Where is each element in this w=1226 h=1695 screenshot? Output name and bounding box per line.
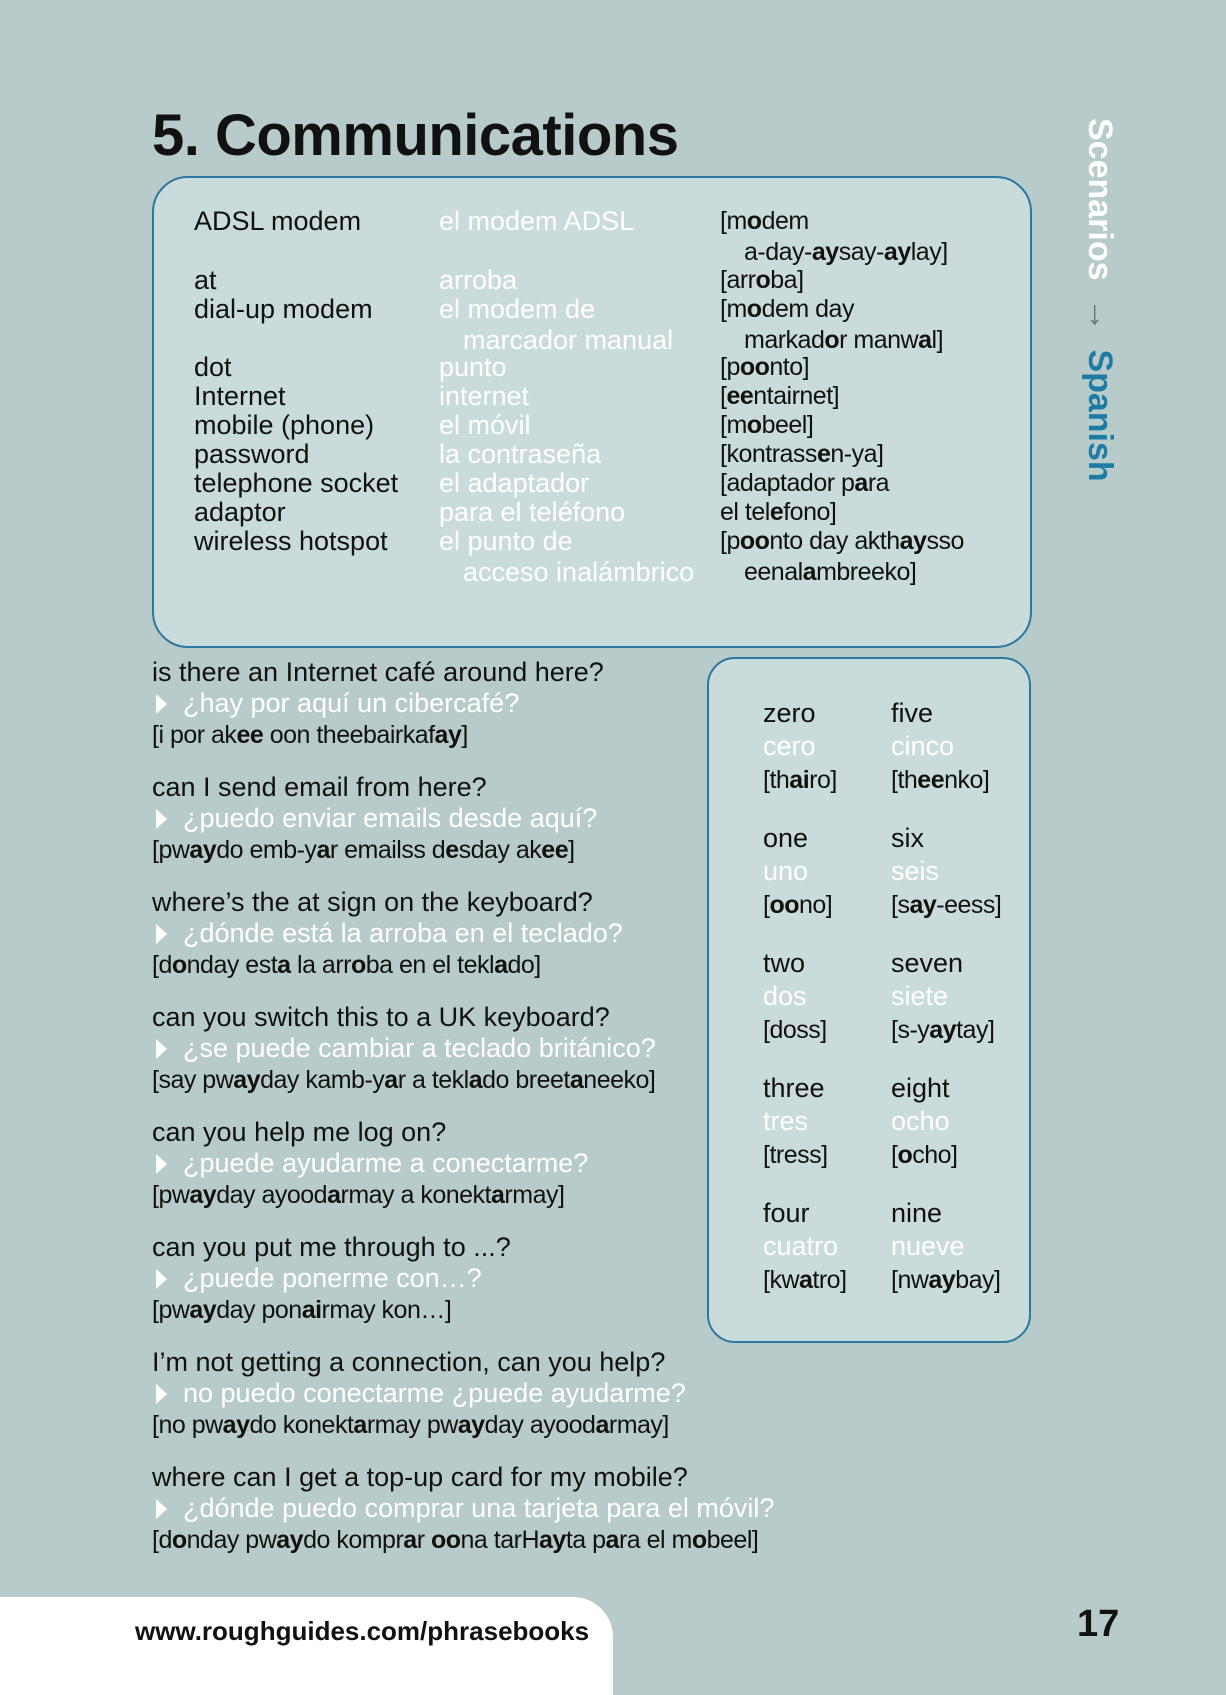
number-english: six (891, 823, 924, 853)
vocab-spanish (439, 206, 634, 237)
vocab-pronunciation-line: [poonto day akthaysso (720, 527, 964, 555)
vocab-spanish-line: punto (439, 352, 507, 382)
phrase-spanish-text: ¿puede ayudarme a conectarme? (183, 1148, 589, 1178)
phrase-item (152, 1462, 852, 1557)
phrase-pronunciation: [pwaydo emb-yar emailss desday akee] (152, 836, 575, 864)
phrase-english: where’s the at sign on the keyboard? (152, 887, 593, 917)
vocab-spanish-line: acceso inalámbrico (463, 557, 695, 587)
number-pronunciation: [s-yaytay] (891, 1016, 995, 1044)
vocab-spanish (439, 526, 694, 588)
vocab-pronunciation-line: [arroba] (720, 266, 804, 294)
number-spanish: tres (763, 1106, 809, 1136)
vocab-pronunciation (720, 410, 813, 441)
vocab-pronunciation (720, 468, 889, 499)
section-label: Scenarios (1081, 118, 1119, 281)
vocab-pronunciation (720, 265, 804, 296)
phrase-spanish (152, 1378, 852, 1409)
number-pronunciation: [thairo] (763, 766, 837, 794)
vocab-english: Internet (194, 381, 286, 411)
number-item (891, 822, 1021, 922)
number-pronunciation: [ocho] (891, 1141, 958, 1169)
phrase-english: is there an Internet café around here? (152, 657, 604, 687)
number-spanish: cero (763, 731, 816, 761)
vocab-pronunciation-line: [modem day (720, 295, 854, 323)
number-spanish: nueve (891, 1231, 965, 1261)
vocab-english: password (194, 439, 310, 469)
number-item (891, 1072, 1021, 1172)
vocab-spanish (439, 352, 507, 383)
vocab-spanish (439, 294, 673, 356)
phrase-spanish-text: ¿se puede cambiar a teclado británico? (183, 1033, 656, 1063)
page-title: 5. Communications (152, 103, 679, 168)
vocab-pronunciation-line: [kontrassen-ya] (720, 440, 884, 468)
vocab-english: at (194, 265, 217, 295)
triangle-bullet-icon (156, 1269, 167, 1289)
triangle-bullet-icon (156, 1499, 167, 1519)
vocab-pronunciation (720, 526, 964, 588)
vocab-pronunciation-line: [modem (720, 207, 809, 235)
number-item (763, 1197, 893, 1297)
vocab-english: ADSL modem (194, 206, 362, 236)
number-english: five (891, 698, 934, 728)
vocab-spanish (439, 468, 589, 499)
vocab-pronunciation-line: markador manwal] (744, 326, 944, 354)
phrase-spanish-text: ¿dónde está la arroba en el teclado? (183, 918, 623, 948)
vocab-spanish (439, 410, 531, 441)
phrase-english: I’m not getting a connection, can you help? (152, 1347, 666, 1377)
phrase-pronunciation: [say pwayday kamb-yar a teklado breetaneeko] (152, 1066, 656, 1094)
number-pronunciation: [doss] (763, 1016, 827, 1044)
vocab-pronunciation-line: [adaptador para (720, 469, 890, 497)
vocab-pronunciation-line: [eentairnet] (720, 382, 840, 410)
triangle-bullet-icon (156, 1039, 167, 1059)
vocab-spanish (439, 381, 529, 412)
number-english: three (763, 1073, 825, 1103)
arrow-right-icon: → (1081, 297, 1119, 332)
vocabulary-box (152, 176, 1032, 648)
vocab-pronunciation (720, 497, 836, 528)
vocab-spanish-line: para el teléfono (439, 497, 626, 527)
vocab-english: wireless hotspot (194, 526, 388, 556)
vocab-pronunciation-line: a-day-aysay-aylay] (744, 238, 948, 266)
numbers-box (707, 657, 1031, 1343)
vocab-spanish-line: el adaptador (439, 468, 590, 498)
number-pronunciation: [say-eess] (891, 891, 1002, 919)
number-item (763, 697, 893, 797)
vocab-spanish (439, 265, 517, 296)
phrase-pronunciation: [no pwaydo konektarmay pwayday ayoodarmay] (152, 1411, 669, 1439)
triangle-bullet-icon (156, 1384, 167, 1404)
vocab-pronunciation-line: [poonto] (720, 353, 810, 381)
phrase-english: can you switch this to a UK keyboard? (152, 1002, 610, 1032)
vocab-pronunciation (720, 381, 839, 412)
number-pronunciation: [tress] (763, 1141, 828, 1169)
vocab-english: mobile (phone) (194, 410, 375, 440)
vocab-pronunciation (720, 352, 809, 383)
number-english: one (763, 823, 809, 853)
section-tab (1080, 118, 1119, 482)
number-pronunciation: [theenko] (891, 766, 990, 794)
number-english: zero (763, 698, 816, 728)
vocab-spanish-line: marcador manual (463, 325, 674, 355)
number-pronunciation: [nwaybay] (891, 1266, 1001, 1294)
vocab-pronunciation-line: eenalambreeko] (744, 558, 917, 586)
phrase-english: where can I get a top-up card for my mobile? (152, 1462, 688, 1492)
phrase-english: can you put me through to ...? (152, 1232, 511, 1262)
number-spanish: ocho (891, 1106, 950, 1136)
triangle-bullet-icon (156, 809, 167, 829)
number-spanish: dos (763, 981, 807, 1011)
footer-url[interactable]: www.roughguides.com/phrasebooks (135, 1616, 590, 1646)
vocab-english: adaptor (194, 497, 286, 527)
vocab-spanish-line: el punto de (439, 526, 573, 556)
triangle-bullet-icon (156, 924, 167, 944)
phrase-spanish-text: ¿dónde puedo comprar una tarjeta para el móvil? (183, 1493, 775, 1523)
vocab-spanish (439, 497, 625, 528)
vocab-spanish-line: el móvil (439, 410, 531, 440)
number-spanish: cinco (891, 731, 955, 761)
number-spanish: uno (763, 856, 809, 886)
number-english: seven (891, 948, 964, 978)
page-number: 17 (1077, 1603, 1120, 1645)
triangle-bullet-icon (156, 1154, 167, 1174)
phrase-spanish-text: ¿hay por aquí un cibercafé? (183, 688, 520, 718)
language-label: Spanish (1081, 349, 1119, 482)
number-item (891, 697, 1021, 797)
number-spanish: siete (891, 981, 949, 1011)
number-item (891, 1197, 1021, 1297)
vocab-english: telephone socket (194, 468, 399, 498)
number-english: four (763, 1198, 810, 1228)
phrase-spanish-text: ¿puede ponerme con…? (183, 1263, 482, 1293)
vocab-pronunciation (720, 439, 883, 470)
vocab-pronunciation-line: el telefono] (720, 498, 837, 526)
number-pronunciation: [oono] (763, 891, 833, 919)
phrase-pronunciation: [donday pwaydo komprar oona tarHayta para el mobeel] (152, 1526, 759, 1554)
vocab-spanish-line: el modem de (439, 294, 596, 324)
number-item (763, 822, 893, 922)
phrase-pronunciation: [i por akee oon theebairkafay] (152, 721, 468, 749)
number-spanish: cuatro (763, 1231, 839, 1261)
phrase-pronunciation: [donday esta la arroba en el teklado] (152, 951, 541, 979)
phrase-pronunciation: [pwayday ayoodarmay a konektarmay] (152, 1181, 565, 1209)
vocab-spanish-line: internet (439, 381, 530, 411)
number-item (891, 947, 1021, 1047)
vocab-pronunciation (720, 294, 943, 356)
number-english: nine (891, 1198, 943, 1228)
number-pronunciation: [kwatro] (763, 1266, 847, 1294)
vocab-spanish-line: el modem ADSL (439, 206, 635, 236)
vocab-spanish-line: arroba (439, 265, 518, 295)
number-spanish: seis (891, 856, 940, 886)
vocab-spanish (439, 439, 601, 470)
phrase-spanish-text: no puedo conectarme ¿puede ayudarme? (183, 1378, 686, 1408)
number-item (763, 1072, 893, 1172)
vocab-english: dot (194, 352, 232, 382)
vocab-spanish-line: la contraseña (439, 439, 602, 469)
vocab-pronunciation-line: [mobeel] (720, 411, 814, 439)
number-item (763, 947, 893, 1047)
phrase-spanish (152, 1493, 852, 1524)
number-english: eight (891, 1073, 950, 1103)
phrase-pronunciation: [pwayday ponairmay kon…] (152, 1296, 452, 1324)
triangle-bullet-icon (156, 694, 167, 714)
phrase-english: can you help me log on? (152, 1117, 447, 1147)
vocab-english: dial-up modem (194, 294, 373, 324)
phrase-spanish-text: ¿puedo enviar emails desde aquí? (183, 803, 598, 833)
phrase-item (152, 1347, 852, 1442)
number-english: two (763, 948, 806, 978)
phrase-english: can I send email from here? (152, 772, 487, 802)
vocab-pronunciation (720, 206, 948, 268)
